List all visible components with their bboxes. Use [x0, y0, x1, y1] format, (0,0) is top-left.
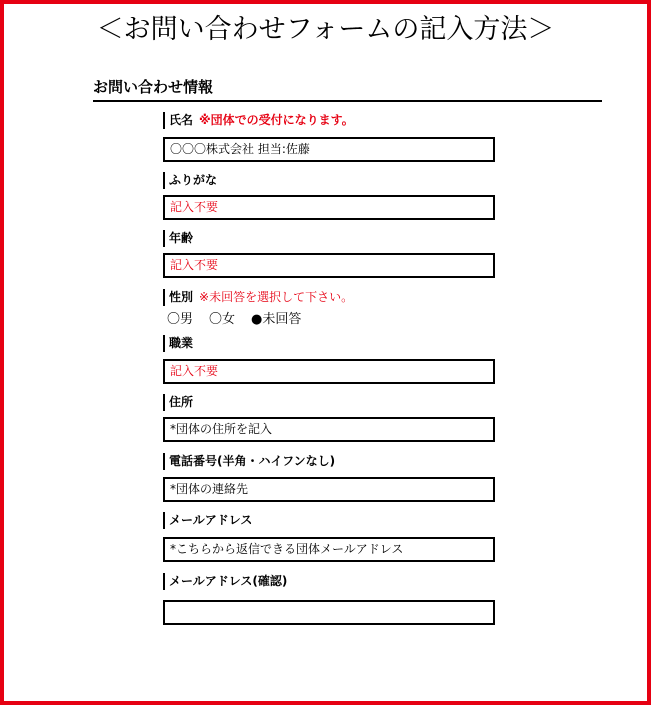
gender-option-female[interactable]: 〇女: [209, 312, 236, 327]
gender-note: ※未回答を選択して下さい。: [199, 290, 354, 304]
age-label: 年齢: [163, 230, 193, 247]
phone-input[interactable]: *団体の連絡先: [163, 477, 495, 502]
name-label-text: 氏名: [169, 113, 194, 127]
address-input[interactable]: *団体の住所を記入: [163, 417, 495, 442]
phone-label: 電話番号(半角・ハイフンなし): [163, 453, 335, 470]
email-input[interactable]: *こちらから返信できる団体メールアドレス: [163, 537, 495, 562]
furigana-input[interactable]: 記入不要: [163, 195, 495, 220]
gender-label: [163, 289, 353, 306]
name-label: [163, 112, 354, 129]
email-label: メールアドレス: [163, 512, 252, 529]
occupation-input[interactable]: 記入不要: [163, 359, 495, 384]
name-note: ※団体での受付になります。: [199, 113, 354, 127]
occupation-label: 職業: [163, 335, 193, 352]
name-input[interactable]: 〇〇〇株式会社 担当:佐藤: [163, 137, 495, 162]
email-confirm-label: メールアドレス(確認): [163, 573, 287, 590]
address-label: 住所: [163, 394, 193, 411]
page-title: ＜お問い合わせフォームの記入方法＞: [96, 14, 555, 45]
email-confirm-input[interactable]: [163, 600, 495, 625]
gender-option-no-answer[interactable]: ●未回答: [251, 312, 302, 327]
furigana-label: ふりがな: [163, 172, 217, 189]
gender-label-text: 性別: [169, 290, 194, 304]
section-heading: お問い合わせ情報: [93, 76, 602, 102]
age-input[interactable]: 記入不要: [163, 253, 495, 278]
gender-option-male[interactable]: 〇男: [167, 312, 194, 327]
gender-options: [167, 308, 317, 327]
